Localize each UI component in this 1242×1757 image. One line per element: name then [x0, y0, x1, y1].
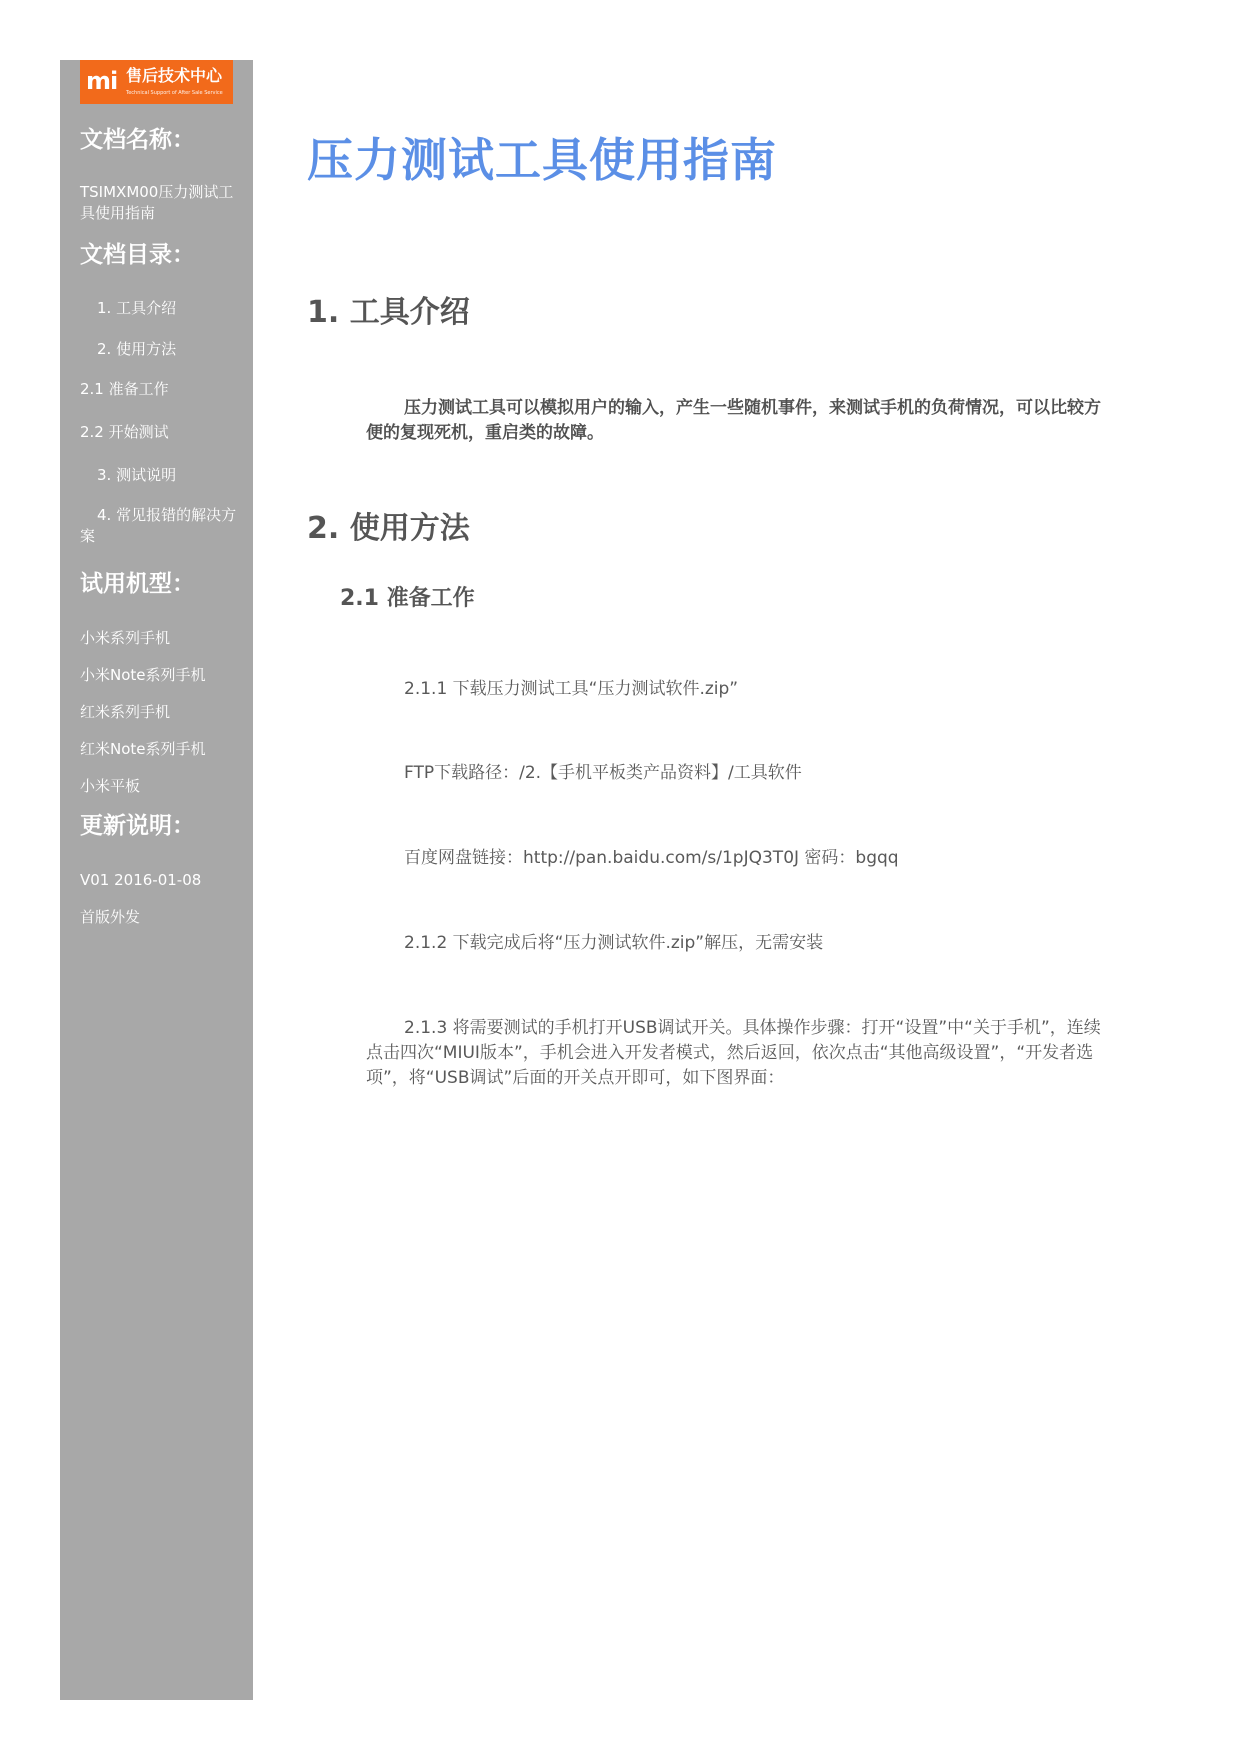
- page-title: 压力测试工具使用指南: [307, 133, 777, 187]
- update-heading: 更新说明：: [80, 813, 195, 839]
- toc-item-2-1[interactable]: 2.1 准备工作: [80, 380, 169, 398]
- section-1-heading: 1. 工具介绍: [307, 295, 470, 330]
- step-2-1-3: 2.1.3 将需要测试的手机打开USB调试开关。具体操作步骤：打开“设置”中“关于手机”，连续点击四次“MIUI版本”，手机会进入开发者模式，然后返回，依次点击“其他高级设置”，“开发者选项”，将“USB调试”后面的开关点开即可，如下图界面：: [366, 1018, 1101, 1088]
- toc-item-3[interactable]: 3. 测试说明: [97, 466, 177, 484]
- section-1-paragraph: 压力测试工具可以模拟用户的输入，产生一些随机事件，来测试手机的负荷情况，可以比较方便的复现死机，重启类的故障。: [366, 398, 1101, 443]
- logo: [80, 60, 233, 104]
- toc-item-1[interactable]: 1. 工具介绍: [97, 299, 177, 317]
- toc-item-4[interactable]: 4. 常见报错的解决方案: [80, 506, 237, 545]
- step-2-1-1: 2.1.1 下载压力测试工具“压力测试软件.zip”: [404, 679, 739, 699]
- baidu-link: 百度网盘链接：http://pan.baidu.com/s/1pJQ3T0J 密码：bgqq: [404, 848, 899, 868]
- logo-name: 售后技术中心: [126, 66, 223, 85]
- model-item: 红米系列手机: [80, 703, 171, 721]
- toc-item-2-2[interactable]: 2.2 开始测试: [80, 423, 169, 441]
- section-2-1-heading: 2.1 准备工作: [340, 586, 475, 611]
- sidebar: [60, 60, 253, 1700]
- step-2-1-2: 2.1.2 下载完成后将“压力测试软件.zip”解压，无需安装: [404, 933, 824, 953]
- model-item: 小米系列手机: [80, 629, 171, 647]
- mi-logo-icon: mi: [86, 67, 118, 95]
- ftp-path: FTP下载路径：/2.【手机平板类产品资料】/工具软件: [404, 763, 802, 783]
- update-note: 首版外发: [80, 908, 141, 926]
- logo-subtitle: Technical Support of After Sale Service: [126, 90, 223, 96]
- model-item: 小米平板: [80, 777, 141, 795]
- model-item: 小米Note系列手机: [80, 666, 206, 684]
- section-2-heading: 2. 使用方法: [307, 511, 470, 546]
- toc-heading: 文档目录：: [80, 242, 195, 268]
- update-version: V01 2016-01-08: [80, 871, 202, 889]
- doc-name: TSIMXM00压力测试工具使用指南: [80, 183, 234, 222]
- toc-item-2[interactable]: 2. 使用方法: [97, 340, 177, 358]
- doc-name-heading: 文档名称：: [80, 127, 195, 153]
- model-item: 红米Note系列手机: [80, 740, 206, 758]
- models-heading: 试用机型：: [80, 571, 195, 597]
